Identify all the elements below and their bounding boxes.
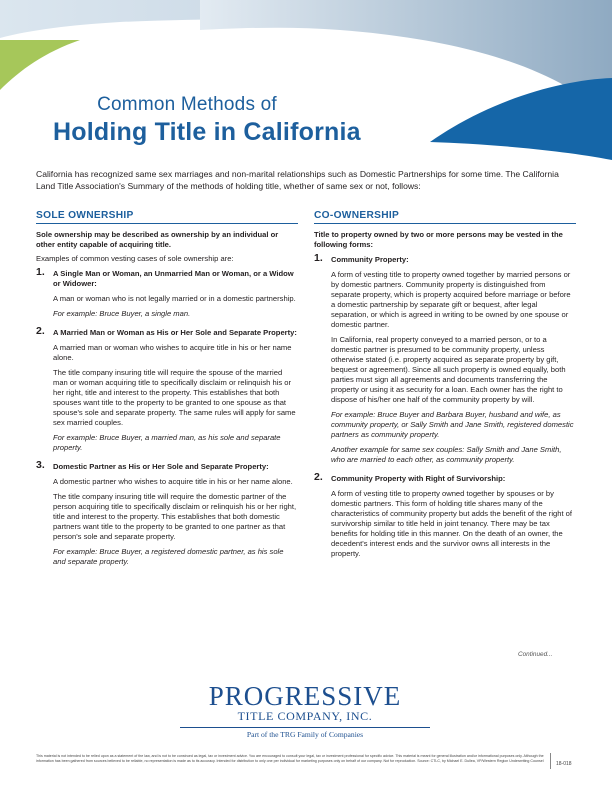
dark-blue-swoosh — [430, 78, 612, 160]
item-text: A married man or woman who wishes to acquire title in his or her name alone. — [53, 343, 292, 362]
item-number: 3. — [36, 459, 45, 471]
item-text: A form of vesting title to property owned together by married persons or by domestic partners. Community property is distinguished from separate property, which is property acquired before marriage or before a domestic partnership by separate gift or bequest, after legal separation, or which is agreed in writing to be owned by one spouse or domestic partner. — [331, 270, 571, 329]
title-big: Holding Title in California — [53, 118, 361, 146]
item-text: A form of vesting title to property owned together by spouses or by domestic partners. This form of holding title shares many of the characteristics of community property but adds the benefit of the right of survivorship similar to title held in joint tenancy. There may be tax benefits for holding title in this manner. On the death of an owner, the decedent's interest ends and the survivor owns all interests in the property. — [331, 489, 573, 558]
item-example: For example: Bruce Buyer and Barbara Buyer, husband and wife, as community property, or Sally Smith and Jane Smith, registered domestic partners as community property. — [331, 410, 574, 439]
title-small: Common Methods of — [97, 94, 277, 115]
sole-ownership-column — [36, 211, 298, 572]
sole-item-3 — [36, 461, 298, 567]
co-ownership-column — [314, 211, 576, 564]
document-code: 18-018 — [556, 761, 572, 767]
logo-tagline: Part of the TRG Family of Companies — [246, 730, 364, 739]
intro-paragraph: California has recognized same sex marriages and non-marital relationships such as Domestic Partnerships for some time. The California Land Title Association's Summary of the methods of holding title, whether of same sex or not, follows: — [36, 169, 559, 191]
co-item-1 — [314, 254, 576, 465]
item-text: In California, real property conveyed to a married person, or to a domestic partner is presumed to be community property, unless otherwise stated (i.e. property acquired as separate property by gift, bequest or agreement). Since all such property is owned equally, both parties must sign all agreements and documents transferring the property or using it as security for a loan. Each owner has the right to dispose of his/her one half of the community property by will. — [331, 335, 566, 404]
item-title: A Single Man or Woman, an Unmarried Man or Woman, or a Widow or Widower: — [53, 269, 294, 288]
footer-divider — [550, 753, 551, 769]
item-number: 2. — [314, 471, 323, 483]
co-lead: Title to property owned by two or more persons may be vested in the following forms: — [314, 230, 563, 249]
sole-ownership-heading: SOLE OWNERSHIP — [36, 211, 298, 224]
item-title: Community Property with Right of Survivorship: — [331, 474, 506, 483]
logo-sub-text: TITLE COMPANY, INC. — [237, 709, 373, 723]
item-example: Another example for same sex couples: Sally Smith and Jane Smith, who are married to each other, as community property. — [331, 445, 562, 464]
item-example: For example: Bruce Buyer, a registered domestic partner, as his sole and separate property. — [53, 547, 284, 566]
sole-item-2 — [36, 327, 298, 453]
co-ownership-heading: CO-OWNERSHIP — [314, 211, 576, 224]
co-item-2 — [314, 473, 576, 559]
item-text: A man or woman who is not legally married or in a domestic partnership. — [53, 294, 296, 303]
disclaimer-text: This material is not intended to be relied upon as a statement of the law, and is not to be construed as legal, tax or investment advice. You are encouraged to consult your legal, tax or investment professional for specific advice. This material is meant for general illustration and/or informational purposes only. Although the information has been gathered from sources believed to be reliable, no representation is made as to its accuracy. Intended for distribution to only one per individual for marketing purposes only on behalf of our company. Not for reproduction. Source: CTLC, by Michael E. Dullea, VP/Western Region Underwriting Counsel — [36, 754, 544, 764]
sole-sub: Examples of common vesting cases of sole ownership are: — [36, 254, 234, 263]
sole-lead: Sole ownership may be described as ownership by an individual or other entity capable of acquiring title. — [36, 230, 279, 249]
page-title — [53, 94, 453, 147]
item-text: The title company insuring title will require the spouse of the married man or woman acquiring title to specifically disclaim or relinquish his or her right, title and interest to the property. This establishes that both spouses want title to the property to be granted to one spouse as that spouse's sole and separate property. The same rules will apply for same sex married couples. — [53, 368, 296, 427]
item-title: Domestic Partner as His or Her Sole and Separate Property: — [53, 462, 269, 471]
green-triangle — [0, 40, 80, 90]
item-title: Community Property: — [331, 255, 409, 264]
item-number: 1. — [314, 252, 323, 264]
logo-divider — [180, 727, 430, 728]
item-text: A domestic partner who wishes to acquire title in his or her name alone. — [53, 477, 293, 486]
sole-item-1 — [36, 268, 298, 319]
item-number: 1. — [36, 266, 45, 278]
company-logo — [150, 683, 460, 739]
continued-note: Continued... — [518, 651, 553, 658]
logo-main-text: PROGRESSIVE — [208, 681, 402, 711]
item-example: For example: Bruce Buyer, a single man. — [53, 309, 191, 318]
item-title: A Married Man or Woman as His or Her Sole and Separate Property: — [53, 328, 297, 337]
item-example: For example: Bruce Buyer, a married man, as his sole and separate property. — [53, 433, 281, 452]
item-text: The title company insuring title will require the domestic partner of the person acquiring title to specifically disclaim or relinquish his or her right, title and interest to the property. This establishes that both domestic partners want title to the property to be granted to one partner as that person's sole and separate property. — [53, 492, 297, 541]
item-number: 2. — [36, 325, 45, 337]
